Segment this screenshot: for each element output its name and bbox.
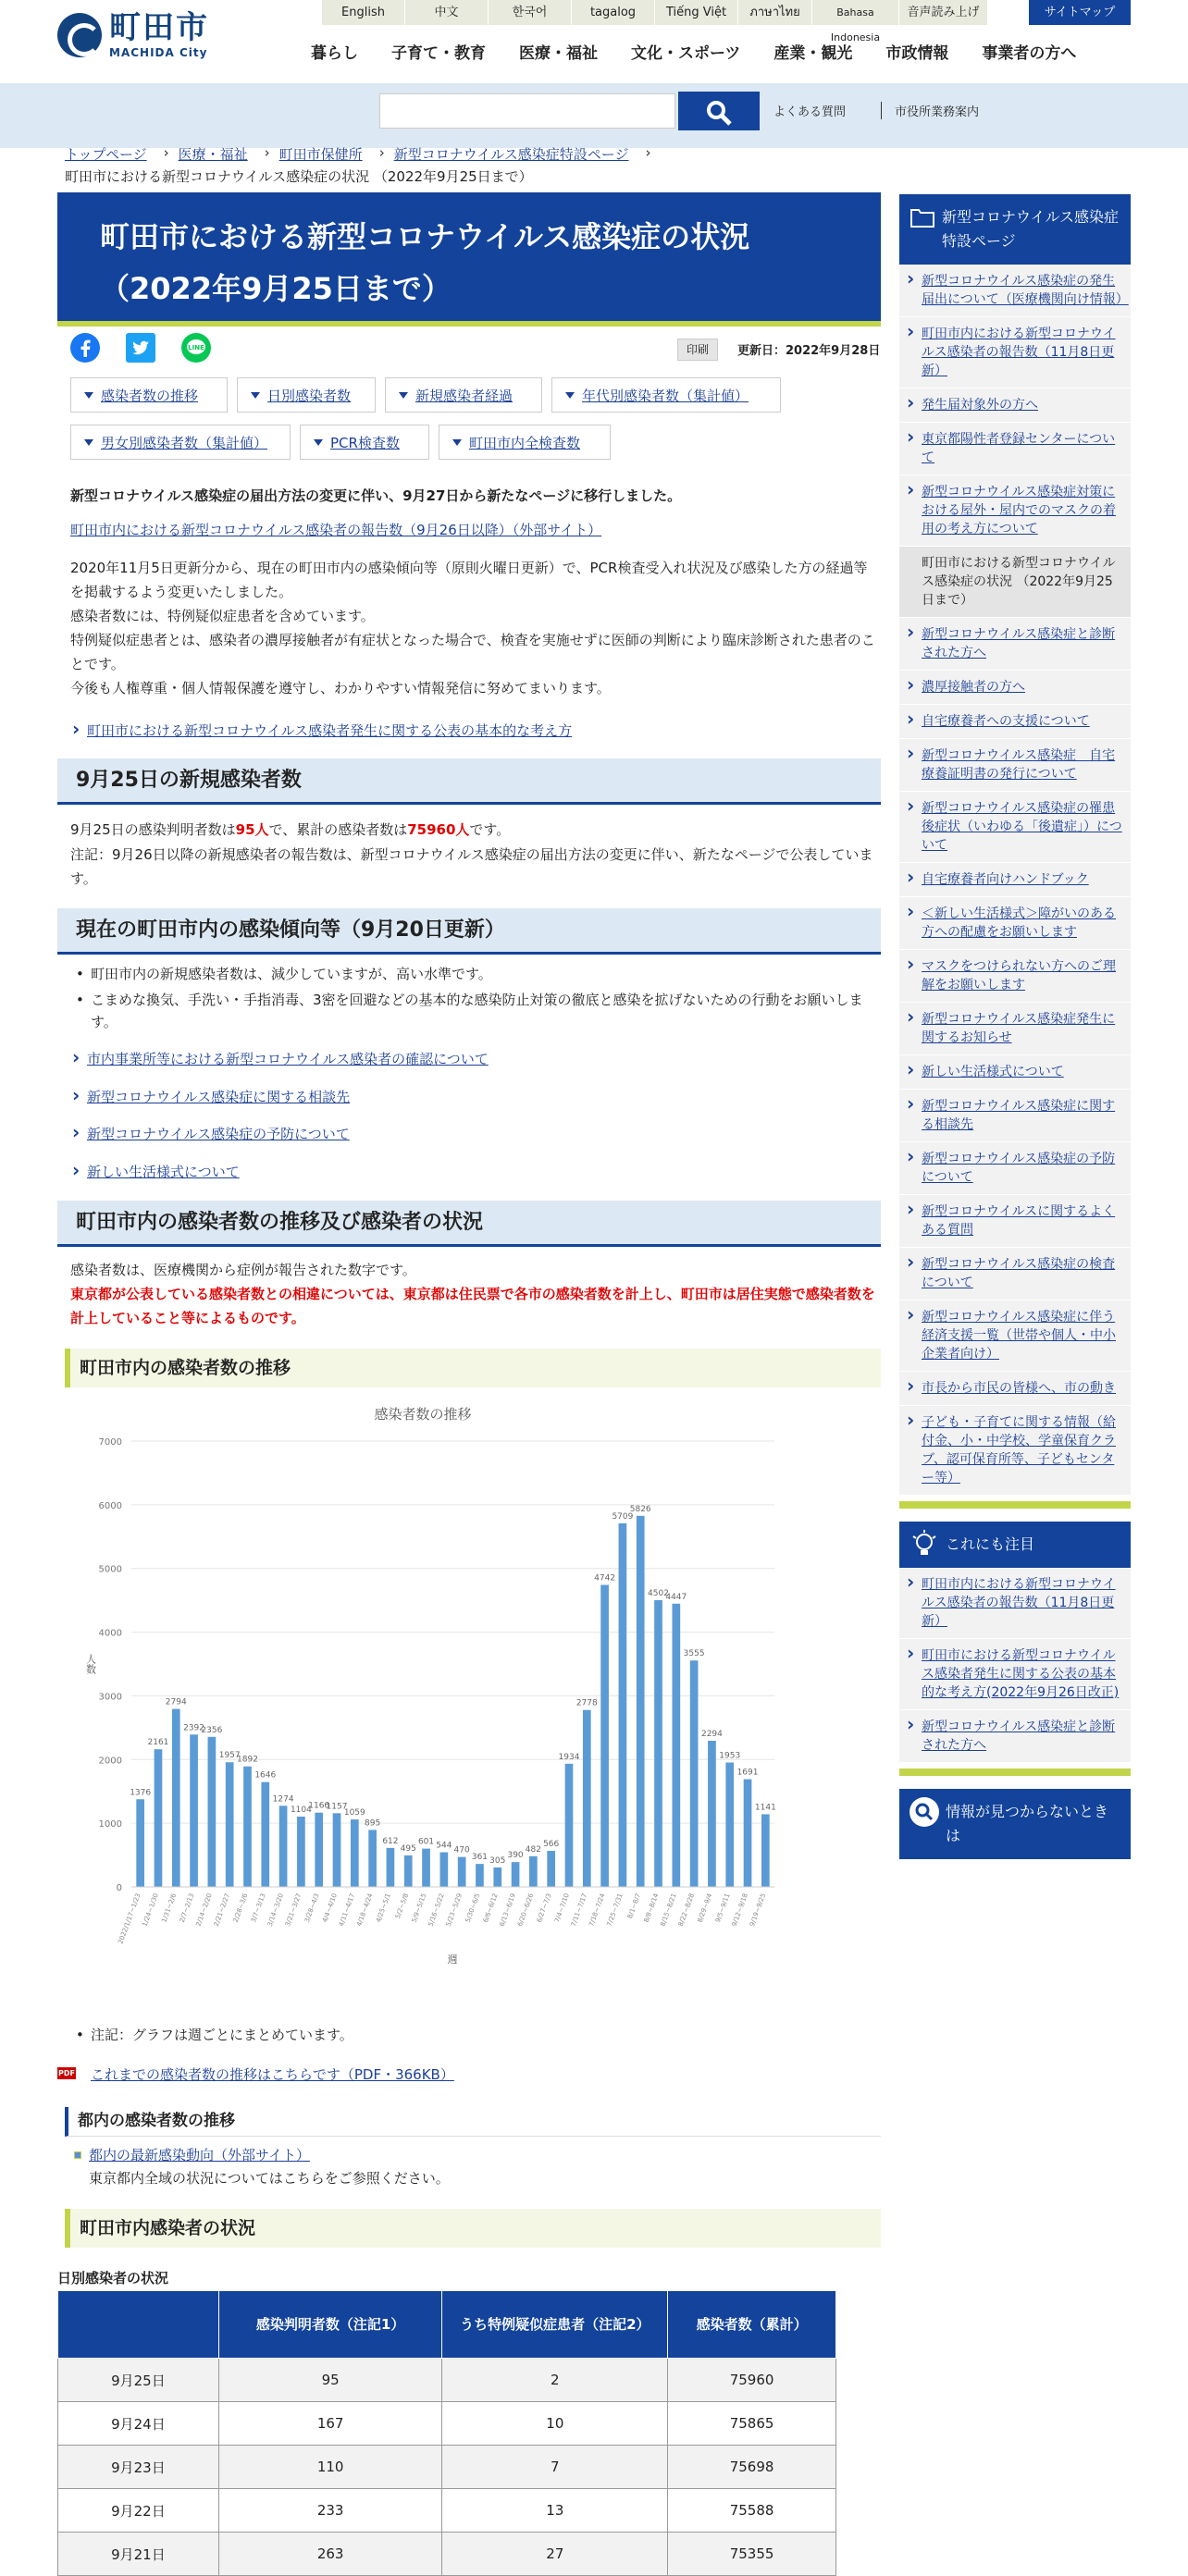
folder-icon <box>910 207 934 228</box>
table-cell: 9月22日 <box>58 2489 219 2533</box>
table-row <box>58 2446 836 2489</box>
chart-bar <box>279 1806 288 1887</box>
sidebar-item[interactable] <box>899 475 1131 547</box>
trend-bullet-1: • 町田市内の新規感染者数は、減少していますが、高い水準です。 <box>76 963 872 985</box>
sidebar-item-link[interactable]: 自宅療養者向けハンドブック <box>922 872 1089 887</box>
toc-daily[interactable]: 日別感染者数 <box>237 377 376 413</box>
logo-city-en: MACHIDA City <box>109 46 208 59</box>
chart-bar <box>654 1600 662 1887</box>
chart-xtick-label: 5/16~5/22 <box>427 1892 446 1928</box>
sidebar-item-link[interactable]: マスクをつけられない方へのご理解をお願いします <box>922 959 1116 992</box>
chart-bar <box>672 1604 680 1887</box>
chart-title: 感染者数の推移 <box>374 1406 472 1423</box>
chart-data-label: 1934 <box>558 1752 580 1762</box>
sidebar-item[interactable] <box>899 739 1131 792</box>
chart-xtick-label: 6/13~6/19 <box>498 1892 517 1928</box>
table-row <box>58 2359 836 2402</box>
chart-data-label: 5709 <box>612 1511 634 1522</box>
chart-data-label: 4447 <box>665 1592 687 1602</box>
breadcrumb-top[interactable]: トップページ <box>65 146 147 163</box>
breadcrumb-covid[interactable]: 新型コロナウイルス感染症特設ページ <box>393 146 629 163</box>
toc-by-age[interactable]: 年代別感染者数（集計値） <box>551 377 781 413</box>
office-link[interactable]: 市役所業務案内 <box>881 102 979 119</box>
sidebar-divider <box>899 1769 1131 1776</box>
table-cell: 167 <box>218 2402 442 2446</box>
chart-xtick-label: 3/7~3/13 <box>249 1892 267 1924</box>
sidebar-item[interactable] <box>899 317 1131 388</box>
chart-bar <box>387 1848 395 1887</box>
chart-data-label: 1141 <box>754 1803 776 1813</box>
new-cases-text: 9月25日の感染判明者数は95人で、累計の感染者数は75960人です。 <box>70 821 511 838</box>
page-title <box>57 192 881 327</box>
chart-xtick-label: 5/23~5/29 <box>444 1892 464 1928</box>
chart-xtick-label: 9/12~9/18 <box>730 1892 749 1928</box>
chart-data-label: 482 <box>525 1844 541 1855</box>
chart-xtick-label: 2/28~3/6 <box>231 1892 250 1924</box>
chart-xtick-label: 6/6~6/12 <box>481 1892 500 1924</box>
trend-link-business[interactable]: › 市内事業所等における新型コロナウイルス感染者の確認について <box>70 1049 489 1068</box>
sidebar-item[interactable] <box>899 388 1131 423</box>
chart-bar <box>547 1851 555 1887</box>
table-cell: 75588 <box>668 2489 836 2533</box>
line-icon[interactable] <box>181 333 211 363</box>
chart-data-label: 1691 <box>736 1768 759 1778</box>
chart-xtick-label: 4/18~4/24 <box>355 1892 375 1928</box>
cases-chart <box>57 1397 881 1989</box>
chart-ytick-label: 3000 <box>98 1692 122 1703</box>
chart-data-label: 1059 <box>343 1808 365 1818</box>
sidebar-list <box>899 265 1131 1496</box>
intro-1: 2020年11月5日更新分から、現在の町田市内の感染傾向等（原則火曜日更新）で、PCR検査受入れ状況及び感染した方の経過等を掲載するよう変更いたしました。 <box>70 560 868 600</box>
table-cell: 233 <box>218 2489 442 2533</box>
sidebar-item[interactable] <box>899 897 1131 950</box>
chart-data-label: 3555 <box>683 1649 705 1659</box>
lang-tagalog[interactable]: tagalog <box>572 0 655 25</box>
sidebar-item-link[interactable]: 新型コロナウイルス感染症 自宅療養証明書の発行について <box>922 748 1116 782</box>
lang-indonesian[interactable]: Bahasa Indonesia <box>812 0 899 25</box>
new-cases-note: 注記：9月26日以降の新規感染者の報告数は、新型コロナウイルス感染症の届出方法の変更に伴い、新たなページで公表しています。 <box>70 846 873 887</box>
external-icon <box>74 2151 81 2159</box>
chart-xtick-label: 1/31~2/6 <box>160 1892 179 1924</box>
chart-data-label: 4502 <box>648 1589 669 1599</box>
search-band <box>0 83 1188 148</box>
table-cell: 7 <box>442 2446 668 2489</box>
daily-caption: 日別感染者の状況 <box>57 2270 169 2286</box>
table-cell: 27 <box>442 2533 668 2576</box>
table-header <box>58 2291 219 2359</box>
chart-data-label: 4742 <box>594 1573 616 1584</box>
chart-xtick-label: 2/14~2/20 <box>194 1892 214 1928</box>
intro-4: 今後も人権尊重・個人情報保護を遵守し、わかりやすい情報発信に努めてまいります。 <box>70 680 611 696</box>
chart-bar <box>690 1660 699 1887</box>
chart-xtick-label: 7/4~7/10 <box>553 1892 571 1924</box>
chart-bar <box>565 1764 574 1887</box>
sidebar-item-link[interactable]: 新型コロナウイルス感染症に関する相談先 <box>922 1099 1116 1132</box>
chart-xtick-label: 3/28~4/3 <box>303 1892 321 1924</box>
lang-vietnamese[interactable]: Tiếng Việt <box>655 0 738 25</box>
sidebar-item-link[interactable]: 市長から市民の皆様へ、市の動き <box>922 1381 1116 1396</box>
faq-link[interactable]: よくある質問 <box>773 105 847 119</box>
chart-xtick-label: 3/21~3/27 <box>284 1892 303 1928</box>
table-header: 感染判明者数（注記1） <box>218 2291 442 2359</box>
sidebar-attention-list <box>899 1568 1131 1763</box>
nav-industry[interactable]: 産業・観光 <box>773 44 853 63</box>
chart-bar <box>172 1709 180 1887</box>
chart-data-label: 5826 <box>629 1504 651 1514</box>
section-new-cases-heading: 9月25日の新規感染者数 <box>57 758 881 805</box>
chart-xtick-label: 5/2~5/8 <box>393 1892 411 1920</box>
sidebar-item-link[interactable]: 新型コロナウイルスに関するよくある質問 <box>922 1204 1116 1238</box>
sidebar-item[interactable] <box>899 265 1131 317</box>
trend-bullet-2: • こまめな換気、手洗い・手指消毒、3密を回避などの基本的な感染防止対策の徹底と感染を拡げないための行動をお願いします。 <box>76 989 872 1033</box>
chart-data-label: 2161 <box>147 1738 169 1748</box>
page-title-line1: 町田市における新型コロナウイルス感染症の状況 <box>100 219 750 254</box>
chart-xtick-label: 9/19~9/25 <box>748 1892 768 1928</box>
sidebar <box>899 194 1131 1859</box>
nav-living[interactable]: 暮らし <box>311 44 358 63</box>
chart-data-label: 390 <box>507 1851 524 1861</box>
sidebar-item[interactable] <box>899 671 1131 705</box>
toc-all-tests[interactable]: 町田市内全検査数 <box>439 425 611 460</box>
chart-ytick-label: 4000 <box>98 1628 122 1639</box>
sidebar-item[interactable] <box>899 863 1131 897</box>
chart-bar <box>458 1857 466 1887</box>
table-cell: 2 <box>442 2359 668 2402</box>
twitter-icon[interactable] <box>126 333 155 363</box>
tokyo-heading: 都内の感染者数の推移 <box>65 2107 881 2137</box>
sidebar-item-link[interactable]: 新型コロナウイルス感染症に伴う経済支援一覧（世帯や個人・中小企業者向け） <box>922 1310 1116 1362</box>
nav-medical[interactable]: 医療・福祉 <box>519 44 598 63</box>
table-cell: 9月21日 <box>58 2533 219 2576</box>
table-cell: 75698 <box>668 2446 836 2489</box>
chart-data-label: 1646 <box>254 1770 277 1781</box>
chart-bar <box>404 1855 413 1887</box>
new-count: 95人 <box>235 821 269 838</box>
sidebar-attention-link[interactable]: 町田市内における新型コロナウイルス感染者の報告数（11月8日更新） <box>922 1577 1116 1629</box>
sidebar-heading <box>899 194 1131 265</box>
chart-xtick-label: 6/20~6/26 <box>515 1892 536 1928</box>
chart-xtick-label: 4/25~5/1 <box>375 1892 392 1924</box>
chart-xtick-label: 5/30~6/5 <box>464 1892 482 1924</box>
sidebar-item[interactable] <box>899 950 1131 1003</box>
chart-data-label: 601 <box>417 1837 435 1847</box>
toc-new-cases[interactable]: 新規感染者経過 <box>385 377 542 413</box>
chart-xtick-label: 7/18~7/24 <box>588 1892 607 1928</box>
global-nav <box>294 41 1093 67</box>
sidebar-item[interactable] <box>899 1142 1131 1195</box>
chart-bar <box>725 1763 734 1887</box>
sidebar-item[interactable] <box>899 1195 1131 1248</box>
sidebar-item-link[interactable]: ＜新しい生活様式＞障がいのある方への配慮をお願いします <box>922 906 1116 940</box>
header <box>0 0 1188 83</box>
table-cell: 263 <box>218 2533 442 2576</box>
chart-xtick-label: 8/8~8/14 <box>642 1892 661 1924</box>
sidebar-item[interactable] <box>899 1090 1131 1142</box>
sidebar-item-label: 町田市における新型コロナウイルス感染症の状況 （2022年9月25日まで） <box>922 556 1116 608</box>
lightbulb-icon <box>910 1529 938 1559</box>
chart-bar <box>583 1710 591 1887</box>
chart-data-label: 566 <box>543 1840 560 1850</box>
breadcrumb-health-center[interactable]: 町田市保健所 <box>278 146 363 163</box>
chart-bar <box>422 1849 430 1887</box>
section-status-heading: 町田市内の感染者数の推移及び感染者の状況 <box>57 1201 881 1247</box>
chart-data-label: 1166 <box>308 1801 330 1811</box>
status-table-heading: 町田市内感染者の状況 <box>65 2209 881 2248</box>
sidebar-attention-item[interactable] <box>899 1710 1131 1763</box>
updated-date: 更新日：2022年9月28日 <box>737 344 881 358</box>
chart-data-label: 1376 <box>130 1788 152 1798</box>
sidebar-attention-heading <box>899 1522 1131 1568</box>
table-header: 感染者数（累計） <box>668 2291 836 2359</box>
chart-xtick-label: 7/25~7/31 <box>605 1892 625 1928</box>
table-cell: 9月23日 <box>58 2446 219 2489</box>
chart-bar <box>226 1762 234 1887</box>
lang-korean[interactable]: 한국어 <box>489 0 572 25</box>
sidebar-attention-link[interactable]: 町田市における新型コロナウイルス感染者発生に関する公表の基本的な考え方(2022年9月26日改正) <box>922 1648 1120 1700</box>
pdf-icon: PDF <box>58 2069 75 2077</box>
table-cell: 75355 <box>668 2533 836 2576</box>
chart-bar <box>208 1737 217 1887</box>
sidebar-item-link[interactable]: 自宅療養者への支援について <box>922 714 1090 729</box>
chart-bar <box>600 1584 609 1887</box>
chart-xtick-label: 8/22~8/28 <box>676 1892 697 1928</box>
chart-xtick-label: 6/27~7/3 <box>535 1892 553 1924</box>
chart-ytick-label: 6000 <box>98 1500 122 1511</box>
chart-data-label: 470 <box>453 1845 470 1855</box>
table-cell: 9月25日 <box>58 2359 219 2402</box>
chart-ytick-label: 7000 <box>98 1437 122 1448</box>
total-count: 75960人 <box>407 821 470 838</box>
status-red-note: 東京都が公表している感染者数との相違については、東京都は住民票で各市の感染者数を計上し、町田市は居住実態で感染者数を計上していること等によるものです。 <box>70 1286 875 1326</box>
sidebar-item[interactable] <box>899 1055 1131 1090</box>
lang-english[interactable]: English <box>322 0 405 25</box>
chart-ytick-label: 2000 <box>98 1756 122 1767</box>
chart-bar <box>315 1813 323 1887</box>
toc-pcr[interactable]: PCR検査数 <box>300 425 429 460</box>
chart-xlabel: 週 <box>447 1954 458 1966</box>
sidebar-item[interactable] <box>899 1372 1131 1406</box>
chart-bar <box>476 1864 484 1887</box>
chart-xtick-label: 8/1~8/7 <box>625 1892 643 1920</box>
chart-bar <box>368 1830 377 1887</box>
intro-2: 感染者数には、特例疑似症患者を含めています。 <box>70 608 375 624</box>
table-cell: 75865 <box>668 2402 836 2446</box>
sitemap-button[interactable]: サイトマップ <box>1029 0 1131 25</box>
chart-data-label: 1953 <box>719 1751 741 1761</box>
table-cell: 13 <box>442 2489 668 2533</box>
section-trend-heading: 現在の町田市内の感染傾向等（9月20日更新） <box>57 908 881 955</box>
chart-xtick-label: 1/24~1/30 <box>141 1892 160 1928</box>
chart-data-label: 1157 <box>326 1802 348 1812</box>
pdf-link[interactable]: これまでの感染者数の推移はこちらです（PDF・366KB） <box>91 2066 454 2083</box>
chart-xtick-label: 2/21~2/27 <box>212 1892 232 1928</box>
sidebar-item-link[interactable]: 新型コロナウイルス感染症発生に関するお知らせ <box>922 1012 1116 1045</box>
nav-business[interactable]: 事業者の方へ <box>982 44 1077 63</box>
chart-ytick-label: 5000 <box>98 1564 122 1575</box>
chart-bar <box>493 1867 501 1887</box>
breadcrumb-current: 町田市における新型コロナウイルス感染症の状況 （2022年9月25日まで） <box>65 168 533 185</box>
chart-data-label: 305 <box>489 1855 506 1866</box>
chart-note: • 注記：グラフは週ごとにまとめています。 <box>76 2024 872 2046</box>
sidebar-item[interactable] <box>899 423 1131 475</box>
page-title-line2: （2022年9月25日まで） <box>100 271 452 306</box>
svg-text:LINE: LINE <box>188 344 204 351</box>
chart-data-label: 612 <box>382 1836 399 1846</box>
chart-xtick-label: 2/7~2/13 <box>178 1892 196 1924</box>
table-row <box>58 2533 836 2576</box>
table-cell: 75960 <box>668 2359 836 2402</box>
nav-culture[interactable]: 文化・スポーツ <box>631 44 741 63</box>
search-input[interactable] <box>379 93 675 129</box>
table-row <box>58 2489 836 2533</box>
chart-data-label: 2794 <box>165 1697 187 1707</box>
chart-data-label: 361 <box>471 1853 489 1863</box>
site-logo[interactable] <box>57 9 209 61</box>
sidebar-item-link[interactable]: 新型コロナウイルス感染症の発生届出について（医療機関向け情報） <box>922 274 1129 307</box>
not-found-button[interactable] <box>899 1789 1131 1859</box>
chart-bar <box>190 1734 198 1887</box>
search-button[interactable] <box>678 92 760 130</box>
sidebar-item-link[interactable]: 新型コロナウイルス感染症と診断された方へ <box>922 627 1116 660</box>
chart-bar <box>744 1780 752 1887</box>
toc-by-gender[interactable]: 男女別感染者数（集計値） <box>70 425 291 460</box>
intro-3: 特例疑似症患者とは、感染者の濃厚接触者が有症状となった場合で、検査を実施せずに医師の判断により臨床診断された患者のことです。 <box>70 632 875 672</box>
sidebar-item-link[interactable]: 東京都陽性者登録センターについて <box>922 432 1116 465</box>
trend-link-consult[interactable]: › 新型コロナウイルス感染症に関する相談先 <box>70 1087 350 1106</box>
sidebar-divider <box>899 1501 1131 1509</box>
breadcrumb: トップページ › 医療・福祉 › 町田市保健所 › 新型コロナウイルス感染症特設ページ › <box>65 144 651 163</box>
chart-bar <box>619 1523 627 1887</box>
chart-bar <box>155 1749 163 1887</box>
chart-bar <box>297 1817 305 1887</box>
trend-link-new-lifestyle[interactable]: › 新しい生活様式について <box>70 1162 240 1181</box>
chart-bar <box>261 1782 269 1887</box>
not-found-text: 情報が見つからないときは <box>946 1803 1109 1844</box>
sidebar-attention-link[interactable]: 新型コロナウイルス感染症と診断された方へ <box>922 1719 1116 1753</box>
chart-data-label: 495 <box>400 1843 416 1854</box>
chart-data-label: 1957 <box>218 1751 241 1761</box>
chart-xtick-label: 9/5~9/11 <box>713 1892 732 1924</box>
breadcrumb-medical[interactable]: 医療・福祉 <box>178 146 248 163</box>
chart-xtick-label: 4/4~4/10 <box>321 1892 339 1924</box>
chart-xtick-label: 3/14~3/20 <box>266 1892 285 1928</box>
sidebar-item-link[interactable]: 発生届対象外の方へ <box>922 398 1038 413</box>
table-cell: 9月24日 <box>58 2402 219 2446</box>
daily-table <box>57 2290 836 2576</box>
chart-ytick-label: 0 <box>116 1883 122 1893</box>
table-cell: 95 <box>218 2359 442 2402</box>
chart-bar <box>351 1819 359 1887</box>
sidebar-item <box>899 547 1131 618</box>
search-icon <box>909 1796 940 1828</box>
sidebar-attention-item[interactable] <box>899 1639 1131 1710</box>
sidebar-item-link[interactable]: 新型コロナウイルス感染症の検査について <box>922 1257 1116 1290</box>
chart-xtick-label: 7/11~7/17 <box>569 1892 589 1928</box>
sidebar-item[interactable] <box>899 1003 1131 1055</box>
chart-xtick-label: 4/11~4/17 <box>337 1892 357 1928</box>
chart-data-label: 1104 <box>290 1805 312 1815</box>
sidebar-item-link[interactable]: 新型コロナウイルス感染症対策における屋外・屋内でのマスクの着用の考え方について <box>922 485 1116 536</box>
sidebar-item-link[interactable]: 新しい生活様式について <box>922 1065 1064 1079</box>
sidebar-item[interactable] <box>899 618 1131 671</box>
policy-link[interactable]: › 町田市における新型コロナウイルス感染者発生に関する公表の基本的な考え方 <box>70 721 572 740</box>
notice-text: 新型コロナウイルス感染症の届出方法の変更に伴い、9月27日から新たなページに移行しました。 <box>70 487 682 504</box>
chart-xtick-label: 2022/1/17~1/23 <box>117 1892 142 1945</box>
chart-data-label: 2392 <box>183 1723 205 1733</box>
language-bar <box>322 0 988 43</box>
chart-xtick-label: 8/15~8/21 <box>659 1892 678 1928</box>
notice-link[interactable]: 町田市内における新型コロナウイルス感染者の報告数（9月26日以降）（外部サイト） <box>70 522 602 538</box>
read-aloud[interactable]: 音声読み上げ <box>899 0 988 25</box>
chart-data-label: 2294 <box>700 1730 723 1740</box>
sidebar-item-link[interactable]: 新型コロナウイルス感染症の予防について <box>922 1152 1116 1185</box>
tokyo-link[interactable]: 都内の最新感染動向（外部サイト） <box>89 2147 310 2163</box>
sidebar-item[interactable] <box>899 1300 1131 1372</box>
logo-city-name: 町田市 <box>109 9 209 46</box>
chart-ylabel: 人数 <box>84 1654 97 1674</box>
chart-xtick-label: 8/29~9/4 <box>696 1892 714 1924</box>
status-text: 感染者数は、医療機関から症例が報告された数字です。 <box>70 1262 416 1278</box>
chart-bar <box>761 1814 770 1887</box>
sidebar-item[interactable] <box>899 1406 1131 1496</box>
nav-childcare[interactable]: 子育て・教育 <box>391 44 486 63</box>
sidebar-item[interactable] <box>899 705 1131 739</box>
table-cell: 10 <box>442 2402 668 2446</box>
trend-chart-heading: 町田市内の感染者数の推移 <box>65 1349 881 1387</box>
chart-data-label: 2356 <box>201 1725 223 1735</box>
sidebar-item-link[interactable]: 町田市内における新型コロナウイルス感染者の報告数（11月8日更新） <box>922 327 1116 378</box>
chart-bar <box>637 1516 645 1887</box>
chart-bar <box>243 1767 252 1887</box>
lang-chinese[interactable]: 中文 <box>405 0 489 25</box>
sidebar-item-link[interactable]: 濃厚接触者の方へ <box>922 680 1025 695</box>
chart-data-label: 1274 <box>272 1794 294 1805</box>
sidebar-attention-text: これにも注目 <box>946 1535 1035 1553</box>
nav-city-info[interactable]: 市政情報 <box>885 44 949 63</box>
toc-trend[interactable]: 感染者数の推移 <box>70 377 228 413</box>
print-button[interactable]: 印刷 <box>677 339 718 361</box>
sidebar-attention-item[interactable] <box>899 1568 1131 1639</box>
chart-bar <box>708 1741 716 1887</box>
sidebar-item-link[interactable]: 新型コロナウイルス感染症の罹患後症状（いわゆる「後遺症」）について <box>922 801 1122 853</box>
table-cell: 110 <box>218 2446 442 2489</box>
trend-link-prevention[interactable]: › 新型コロナウイルス感染症の予防について <box>70 1124 350 1143</box>
tokyo-text: 東京都内全域の状況についてはこちらをご参照ください。 <box>89 2170 450 2187</box>
city-emblem-icon <box>57 13 102 57</box>
chart-xtick-label: 5/9~5/15 <box>410 1892 428 1924</box>
chart-bar <box>440 1853 449 1887</box>
chart-bar <box>512 1862 520 1887</box>
search-icon <box>705 99 733 127</box>
chart-bar <box>136 1799 144 1887</box>
table-header: うち特例疑似症患者（注記2） <box>442 2291 668 2359</box>
chart-bar <box>529 1856 538 1887</box>
chart-ytick-label: 1000 <box>98 1819 122 1830</box>
table-row <box>58 2402 836 2446</box>
sidebar-item[interactable] <box>899 1248 1131 1300</box>
chart-data-label: 2778 <box>575 1698 598 1708</box>
sidebar-heading-text: 新型コロナウイルス感染症特設ページ <box>942 208 1120 250</box>
sidebar-item[interactable] <box>899 792 1131 863</box>
chart-data-label: 544 <box>436 1841 452 1851</box>
lang-thai[interactable]: ภาษาไทย <box>738 0 812 25</box>
facebook-icon[interactable] <box>70 333 100 363</box>
sidebar-item-link[interactable]: 子ども・子育てに関する情報（給付金、小・中学校、学童保育クラブ、認可保育所等、子どもセンター等） <box>922 1415 1116 1485</box>
chart-data-label: 1892 <box>237 1755 258 1765</box>
chart-bar <box>333 1813 341 1887</box>
chart-data-label: 895 <box>365 1818 381 1829</box>
